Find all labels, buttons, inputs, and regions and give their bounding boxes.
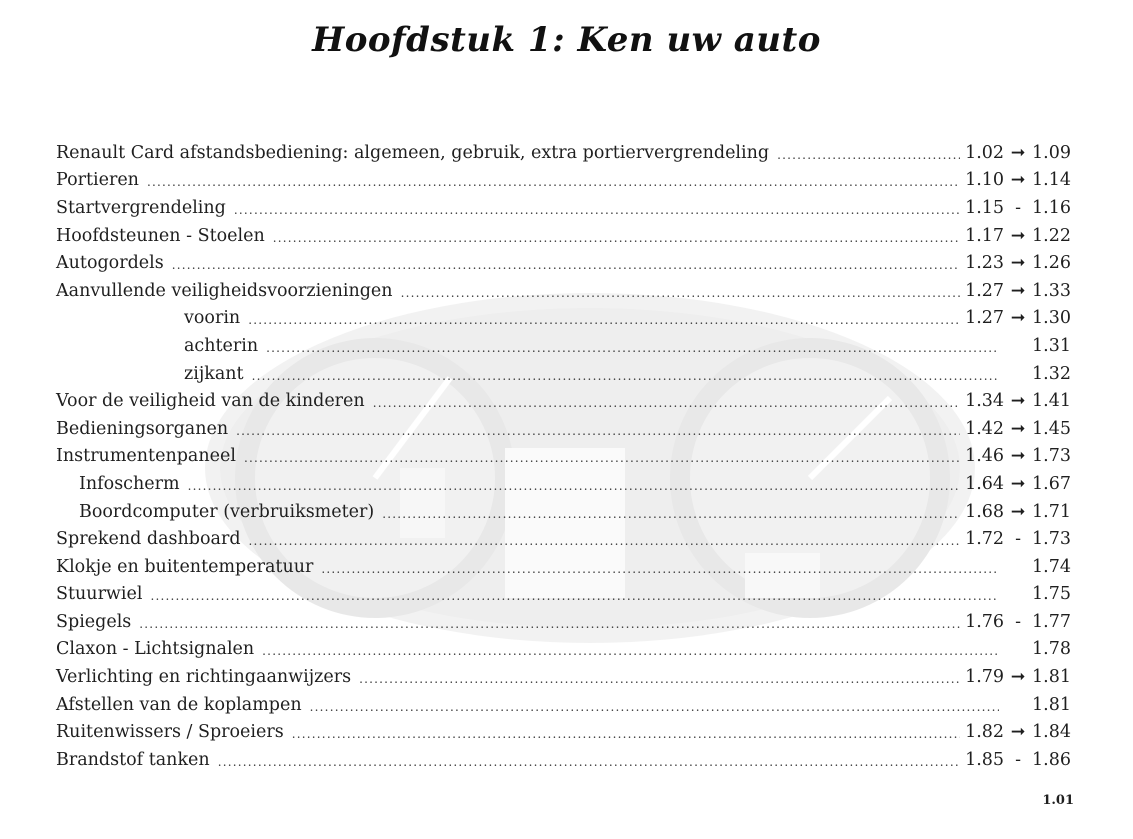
page-range: 1.46 ➞ 1.73 [965,446,1071,467]
toc-entry-veiligheid[interactable]: Aanvullende veiligheidsvoorzieningen ..... 1.27 ➞ 1.33 [56,277,1071,305]
toc-entry-stuurwiel[interactable]: Stuurwiel ..... 1.75 [56,581,1071,609]
toc-entry-bedieningsorganen[interactable]: Bedieningsorganen ..... 1.42 ➞ 1.45 [56,415,1071,443]
toc-entry-ruitenwissers[interactable]: Ruitenwissers / Sproeiers ..... 1.82 ➞ 1.84 [56,718,1071,746]
page-range: 1.78 [1032,639,1071,660]
page-range: 1.64 ➞ 1.67 [965,473,1071,494]
toc-entry-startvergrendeling[interactable]: Startvergrendeling ..... 1.15 - 1.16 [56,194,1071,222]
toc-entry-card[interactable]: Renault Card afstandsbediening: algemeen, gebruik, extra portiervergrendeling ..... 1.02 ➞ 1.09 [56,139,1071,167]
toc-entry-sprekend-dashboard[interactable]: Sprekend dashboard ..... 1.72 - 1.73 [56,525,1071,553]
page-range: 1.85 - 1.86 [965,749,1071,770]
toc-entry-verlichting[interactable]: Verlichting en richtingaanwijzers ..... 1.79 ➞ 1.81 [56,663,1071,691]
toc-entry-koplampen[interactable]: Afstellen van de koplampen ..... 1.81 [56,691,1071,719]
page-range: 1.31 [1032,335,1071,356]
toc-entry-voorin[interactable]: voorin ..... 1.27 ➞ 1.30 [56,305,1071,333]
page-range: 1.32 [1032,363,1071,384]
page-range: 1.68 ➞ 1.71 [965,501,1071,522]
toc-entry-hoofdsteunen[interactable]: Hoofdsteunen - Stoelen ..... 1.17 ➞ 1.22 [56,222,1071,250]
toc-entry-infoscherm[interactable]: Infoscherm ..... 1.64 ➞ 1.67 [56,470,1071,498]
page-range: 1.42 ➞ 1.45 [965,418,1071,439]
page-number: 1.01 [1042,793,1074,808]
page-range: 1.02 ➞ 1.09 [965,142,1071,163]
page-range: 1.76 - 1.77 [965,611,1071,632]
page-range: 1.23 ➞ 1.26 [965,253,1071,274]
toc-entry-zijkant[interactable]: zijkant ..... 1.32 [56,360,1071,388]
toc-entry-boordcomputer[interactable]: Boordcomputer (verbruiksmeter) ..... 1.68 ➞ 1.71 [56,498,1071,526]
toc-entry-spiegels[interactable]: Spiegels ..... 1.76 - 1.77 [56,608,1071,636]
page-range: 1.15 - 1.16 [965,197,1071,218]
toc-entry-portieren[interactable]: Portieren ..... 1.10 ➞ 1.14 [56,167,1071,195]
page-range: 1.27 ➞ 1.30 [965,308,1071,329]
toc-entry-autogordels[interactable]: Autogordels ..... 1.23 ➞ 1.26 [56,249,1071,277]
page-range: 1.79 ➞ 1.81 [965,667,1071,688]
page-range: 1.82 ➞ 1.84 [965,722,1071,743]
toc-entry-kinderen[interactable]: Voor de veiligheid van de kinderen ..... 1.34 ➞ 1.41 [56,387,1071,415]
page-range: 1.10 ➞ 1.14 [965,170,1071,191]
page-range: 1.27 ➞ 1.33 [965,280,1071,301]
page-range: 1.75 [1032,584,1071,605]
page-range: 1.81 [1032,694,1071,715]
page-range: 1.72 - 1.73 [965,529,1071,550]
toc-entry-claxon[interactable]: Claxon - Lichtsignalen ..... 1.78 [56,636,1071,664]
page-range: 1.17 ➞ 1.22 [965,225,1071,246]
page-title: Hoofdstuk 1: Ken uw auto [312,20,821,60]
toc-entry-klokje[interactable]: Klokje en buitentemperatuur ..... 1.74 [56,553,1071,581]
toc-entry-instrumentenpaneel[interactable]: Instrumentenpaneel ..... 1.46 ➞ 1.73 [56,443,1071,471]
toc-entry-brandstof[interactable]: Brandstof tanken ..... 1.85 - 1.86 [56,746,1071,774]
toc-entry-achterin[interactable]: achterin ..... 1.31 [56,332,1071,360]
page-range: 1.34 ➞ 1.41 [965,391,1071,412]
page-range: 1.74 [1032,556,1071,577]
table-of-contents [56,139,1071,774]
